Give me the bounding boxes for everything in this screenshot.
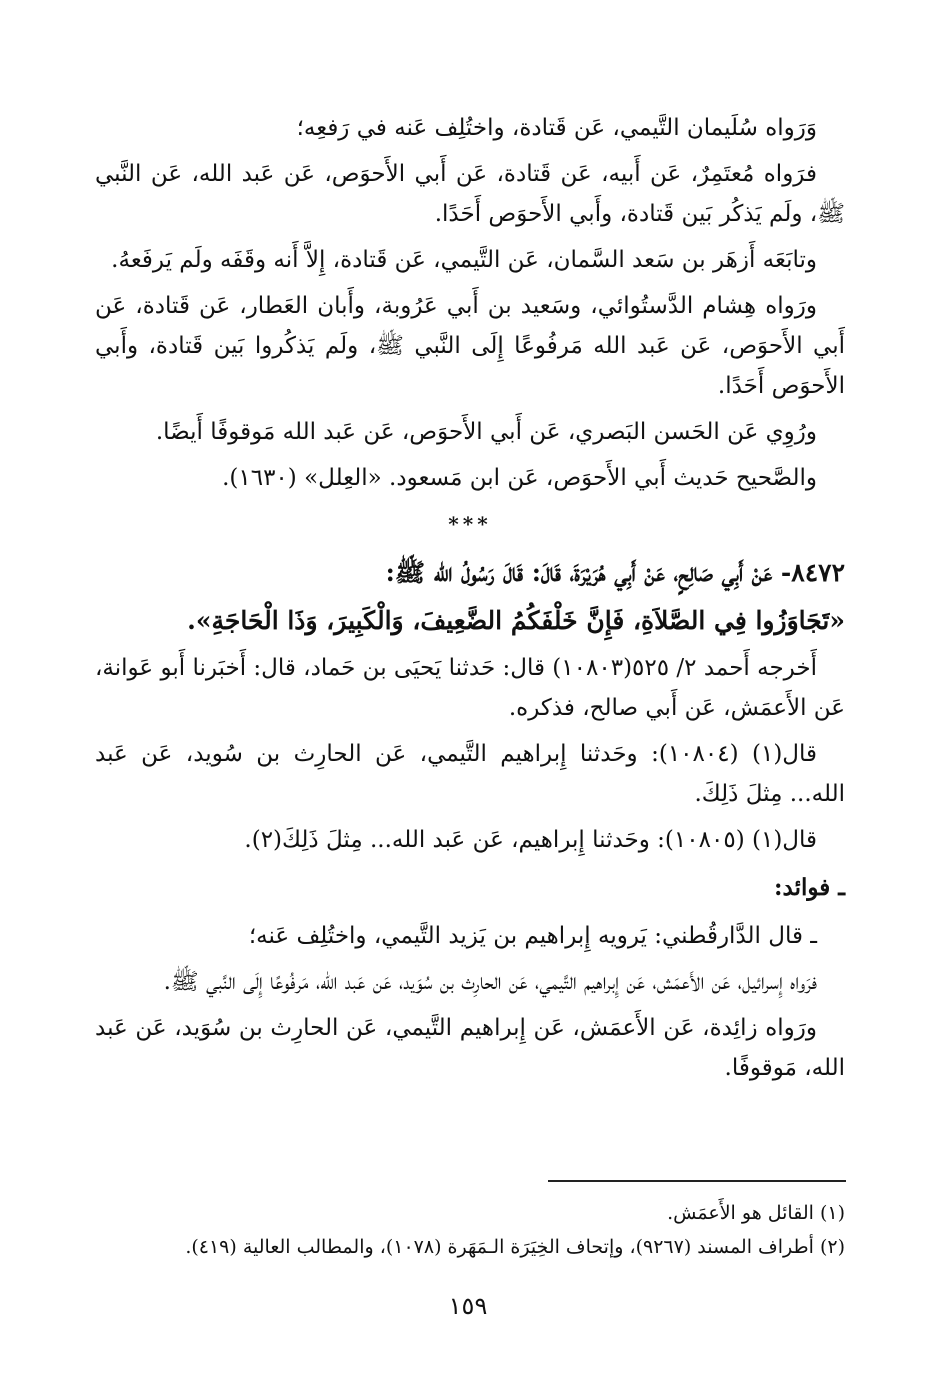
paragraph: ورَواه هِشام الدَّستُوائي، وسَعيد بن أَبي عَرُوبة، وأَبان العَطار، عَن قَتادة، عَن أَبي الأَحوَص، عَن عَبد الله مَرفُوعًا إِلَى النَّبي ﷺ، ولَم يَذكُروا بَين قَتادة، وأَبي الأَحوَص أَحَدًا.	[95, 293, 845, 399]
hadith-text: «تَجَاوَزُوا فِي الصَّلاَةِ، فَإِنَّ خَلْفَكُمُ الضَّعِيفَ، وَالْكَبِيرَ، وَذَا الْحَاجَةِ».	[187, 606, 845, 635]
footnote: (١) القائل هو الأَعمَش.	[667, 1202, 845, 1224]
section-separator: ***	[448, 512, 492, 536]
paragraph: ورَواه زائِدة، عَن الأَعمَش، عَن إِبراهيم التَّيمي، عَن الحارِث بن سُوَيد، عَن عَبد الله، مَوقوفًا.	[95, 1015, 845, 1081]
paragraph: أَخرجه أَحمد ٢/ ٥٢٥(١٠٨٠٣) قال: حَدثنا يَحيَى بن حَماد، قال: أَخبَرنا أَبو عَوانة، عَن الأَعمَش، عَن أَبي صالح، فذكره.	[95, 655, 845, 721]
paragraph: وتابَعَه أَزهَر بن سَعد السَّمان، عَن التَّيمي، عَن قَتادة، إِلاَّ أَنه وقَفَه ولَم يَرفَعهُ.	[111, 247, 817, 273]
paragraph: وَرَواه سُلَيمان التَّيمي، عَن قَتادة، واختُلِف عَنه في رَفعِه؛	[296, 115, 817, 141]
paragraph: ورُوِي عَن الحَسن البَصري، عَن أَبي الأَحوَص، عَن عَبد الله مَوقوفًا أَيضًا.	[155, 419, 817, 445]
paragraph: قال(١) (١٠٨٠٤): وحَدثنا إِبراهيم التَّيمي، عَن الحارِث بن سُويد، عَن عَبد الله... مِثلَ ذَلِكَ.	[95, 741, 845, 807]
fawaid-heading: ـ فوائد:	[774, 874, 845, 901]
footnotes	[95, 1196, 845, 1264]
paragraph: فرَواه مُعتَمِرٌ، عَن أَبيه، عَن قَتادة، عَن أَبي الأَحوَص، عَن عَبد الله، عَن النَّبي ﷺ، ولَم يَذكُر بَين قَتادة، وأَبي الأَحوَص أَحَدًا.	[95, 161, 845, 227]
paragraph: والصَّحيح حَديث أَبي الأَحوَص، عَن ابن مَسعود. «العِلل» (١٦٣٠).	[222, 465, 817, 491]
page-body	[95, 108, 845, 1094]
footnote: (٢) أطراف المسند (٩٢٦٧)، وإتحاف الخِيَرَة الـمَهَرة (١٠٧٨)، والمطالب العالية (٤١٩).	[185, 1236, 845, 1258]
footnote-divider	[548, 1180, 846, 1182]
hadith-text: ٨٤٧٢- عَنْ أَبِي صَالِحٍ، عَنْ أَبِي هُرَيْرَةَ، قَالَ: قَالَ رَسُولُ الله ﷺ:	[385, 558, 845, 587]
page-number: ١٥٩	[448, 1292, 488, 1320]
paragraph: قال(١) (١٠٨٠٥): وحَدثنا إِبراهيم، عَن عَبد الله... مِثلَ ذَلِكَ(٢).	[244, 827, 817, 853]
paragraph: فرَواه إِسرائيل، عَن الأَعمَش، عَن إِبراهيم التَّيمي، عَن الحارِث بن سُوَيد، عَن عَبد الله، مَرفُوعًا إِلَى النَّبي ﷺ.	[163, 969, 817, 995]
paragraph: ـ قال الدَّارقُطني: يَرويه إِبراهيم بن يَزيد التَّيمي، واختُلِف عَنه؛	[248, 923, 817, 949]
